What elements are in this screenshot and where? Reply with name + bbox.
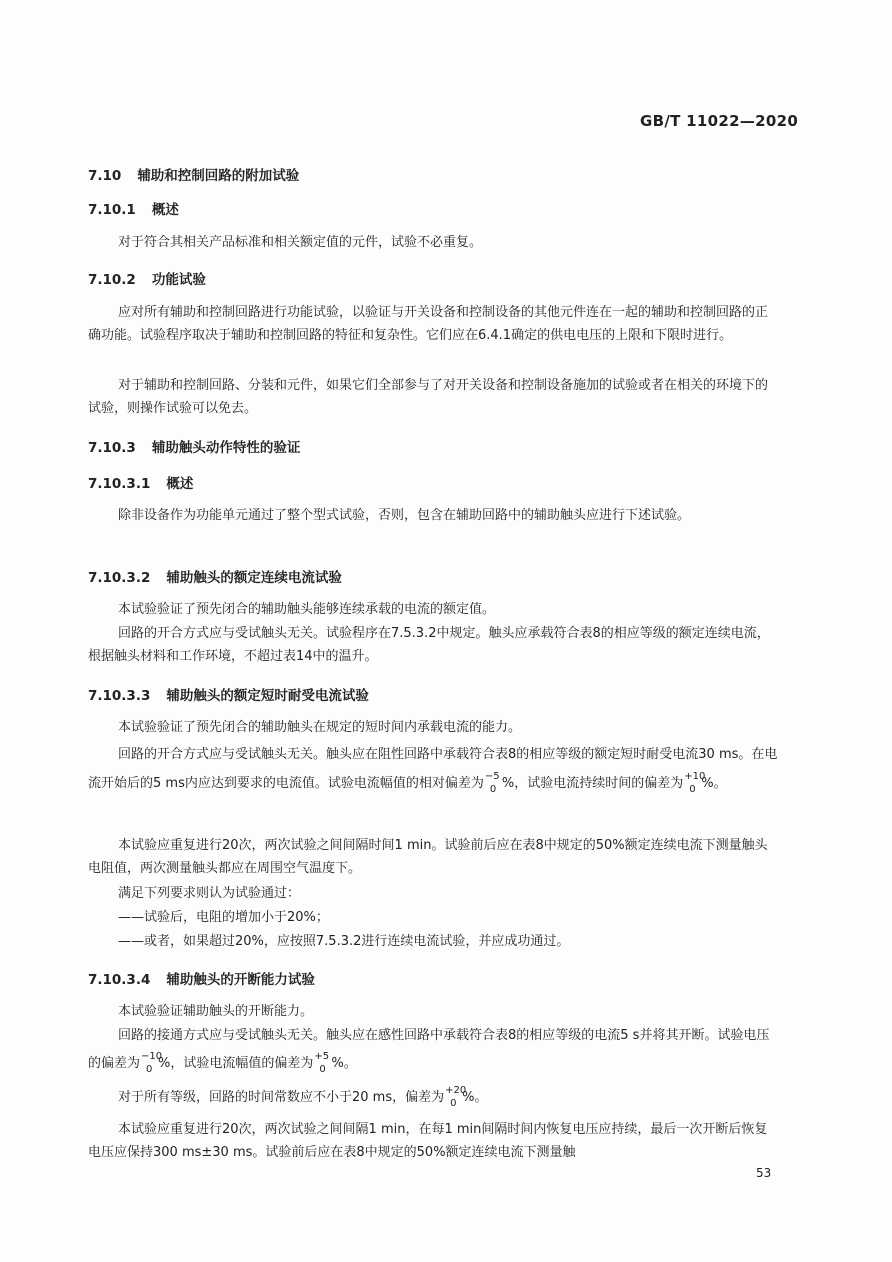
section-title: 辅助和控制回路的附加试验 bbox=[137, 168, 300, 184]
list-item: ——或者，如果超过20%，应按照7.5.3.2进行连续电流试验，并应成功通过。 bbox=[118, 934, 570, 949]
text-run: 。 bbox=[713, 776, 727, 791]
paragraph: 本试验验证了预先闭合的辅助触头在规定的短时间内承载电流的能力。 bbox=[118, 720, 522, 735]
tolerance-unit: % bbox=[701, 776, 714, 791]
paragraph-with-tolerance bbox=[88, 740, 780, 798]
section-number: 7.10.2 bbox=[88, 272, 136, 288]
heading-7-10-1 bbox=[88, 198, 179, 218]
tolerance bbox=[141, 1050, 163, 1077]
tolerance-lower: 0 bbox=[450, 1097, 457, 1109]
tolerance-lower: 0 bbox=[689, 783, 696, 795]
tolerance-upper: +10 bbox=[684, 770, 706, 782]
text-run: 回路的开合方式应与受试触头无关。触头应在阻性回路中承载符合表8的相应等级的额定短时耐受电流30 ms。在电流开始后的5 ms内应达到要求的电流值。试验电流幅值的相对偏差为 bbox=[88, 747, 778, 791]
section-title: 概述 bbox=[151, 202, 179, 218]
tolerance bbox=[314, 1051, 330, 1077]
text-run: 。 bbox=[343, 1056, 357, 1071]
paragraph: 对于辅助和控制回路、分装和元件，如果它们全部参与了对开关设备和控制设备施加的试验或者在相关的环境下的试验，则操作试验可以免去。 bbox=[88, 378, 769, 416]
heading-7-10-3-3 bbox=[88, 684, 369, 704]
paragraph: 应对所有辅助和控制回路进行功能试验，以验证与开关设备和控制设备的其他元件连在一起的辅助和控制回路的正确功能。试验程序取决于辅助和控制回路的特征和复杂性。它们应在6.4.1确定的供电电压的上限和下限时进行。 bbox=[88, 305, 769, 343]
heading-7-10-3-1 bbox=[88, 472, 193, 492]
section-number: 7.10.3.3 bbox=[88, 688, 151, 704]
section-number: 7.10.3.2 bbox=[88, 570, 151, 586]
tolerance-unit: % bbox=[331, 1056, 344, 1071]
tolerance-unit: % bbox=[501, 776, 515, 791]
heading-7-10-3-4 bbox=[88, 968, 315, 988]
text-run: ，试验电流幅值的偏差为 bbox=[170, 1056, 314, 1071]
section-number: 7.10.3.4 bbox=[88, 972, 151, 988]
tolerance-unit: % bbox=[462, 1090, 475, 1105]
text-run: 对于所有等级，回路的时间常数应不小于20 ms，偏差为 bbox=[118, 1090, 445, 1105]
standard-code: GB/T 11022—2020 bbox=[640, 112, 799, 130]
heading-7-10-3-2 bbox=[88, 566, 342, 586]
section-number: 7.10.1 bbox=[88, 202, 136, 218]
tolerance-upper: −10 bbox=[141, 1050, 163, 1062]
tolerance-lower: 0 bbox=[146, 1063, 153, 1075]
list-item: ——试验后，电阻的增加小于20%； bbox=[118, 910, 329, 925]
heading-7-10-2 bbox=[88, 268, 206, 288]
tolerance-lower: 0 bbox=[319, 1063, 326, 1075]
section-title: 功能试验 bbox=[151, 272, 206, 288]
text-run: ，试验电流持续时间的偏差为 bbox=[514, 776, 684, 791]
paragraph: 除非设备作为功能单元通过了整个型式试验，否则，包含在辅助回路中的辅助触头应进行下述试验。 bbox=[118, 508, 691, 523]
paragraph-with-tolerance bbox=[88, 1022, 780, 1078]
tolerance-upper: +5 bbox=[314, 1050, 330, 1062]
paragraph: 本试验验证了预先闭合的辅助触头能够连续承载的电流的额定值。 bbox=[118, 602, 496, 617]
paragraph: 本试验应重复进行20次，两次试验之间间隔1 min，在每1 min间隔时间内恢复电压应持续，最后一次开断后恢复电压应保持300 ms±30 ms。试验前后应在表8中规定的50%额定连续电流下测量触 bbox=[88, 1122, 768, 1160]
section-title: 辅助触头动作特性的验证 bbox=[151, 440, 301, 456]
tolerance-upper: −5 bbox=[484, 770, 500, 782]
section-number: 7.10.3 bbox=[88, 440, 136, 456]
tolerance bbox=[445, 1084, 467, 1111]
section-number: 7.10.3.1 bbox=[88, 476, 151, 492]
section-title: 辅助触头的额定连续电流试验 bbox=[166, 570, 342, 586]
heading-7-10 bbox=[88, 164, 299, 184]
paragraph: 本试验验证辅助触头的开断能力。 bbox=[118, 1004, 314, 1019]
text-run: 回路的接通方式应与受试触头无关。触头应在感性回路中承载符合表8的相应等级的电流5 s并将其开断。试验电压的偏差为 bbox=[88, 1028, 770, 1071]
paragraph: 本试验应重复进行20次，两次试验之间间隔时间1 min。试验前后应在表8中规定的50%额定连续电流下测量触头电阻值，两次测量触头都应在周围空气温度下。 bbox=[88, 838, 768, 876]
page-number: 53 bbox=[756, 1166, 772, 1180]
heading-7-10-3 bbox=[88, 436, 300, 456]
tolerance bbox=[684, 770, 706, 797]
section-title: 概述 bbox=[166, 476, 194, 492]
paragraph: 满足下列要求则认为试验通过： bbox=[118, 886, 301, 901]
tolerance-lower: 0 bbox=[489, 783, 497, 795]
paragraph: 对于符合其相关产品标准和相关额定值的元件，试验不必重复。 bbox=[118, 235, 483, 250]
text-run: 。 bbox=[474, 1090, 488, 1105]
tolerance-unit: % bbox=[158, 1056, 171, 1071]
tolerance bbox=[485, 771, 501, 797]
section-title: 辅助触头的开断能力试验 bbox=[166, 972, 315, 988]
section-title: 辅助触头的额定短时耐受电流试验 bbox=[166, 688, 369, 704]
paragraph: 回路的开合方式应与受试触头无关。试验程序在7.5.3.2中规定。触头应承载符合表8的相应等级的额定连续电流，根据触头材料和工作环境，不超过表14中的温升。 bbox=[88, 626, 770, 664]
paragraph-with-tolerance bbox=[88, 1084, 780, 1112]
tolerance-upper: +20 bbox=[445, 1084, 467, 1096]
section-number: 7.10 bbox=[88, 168, 122, 184]
